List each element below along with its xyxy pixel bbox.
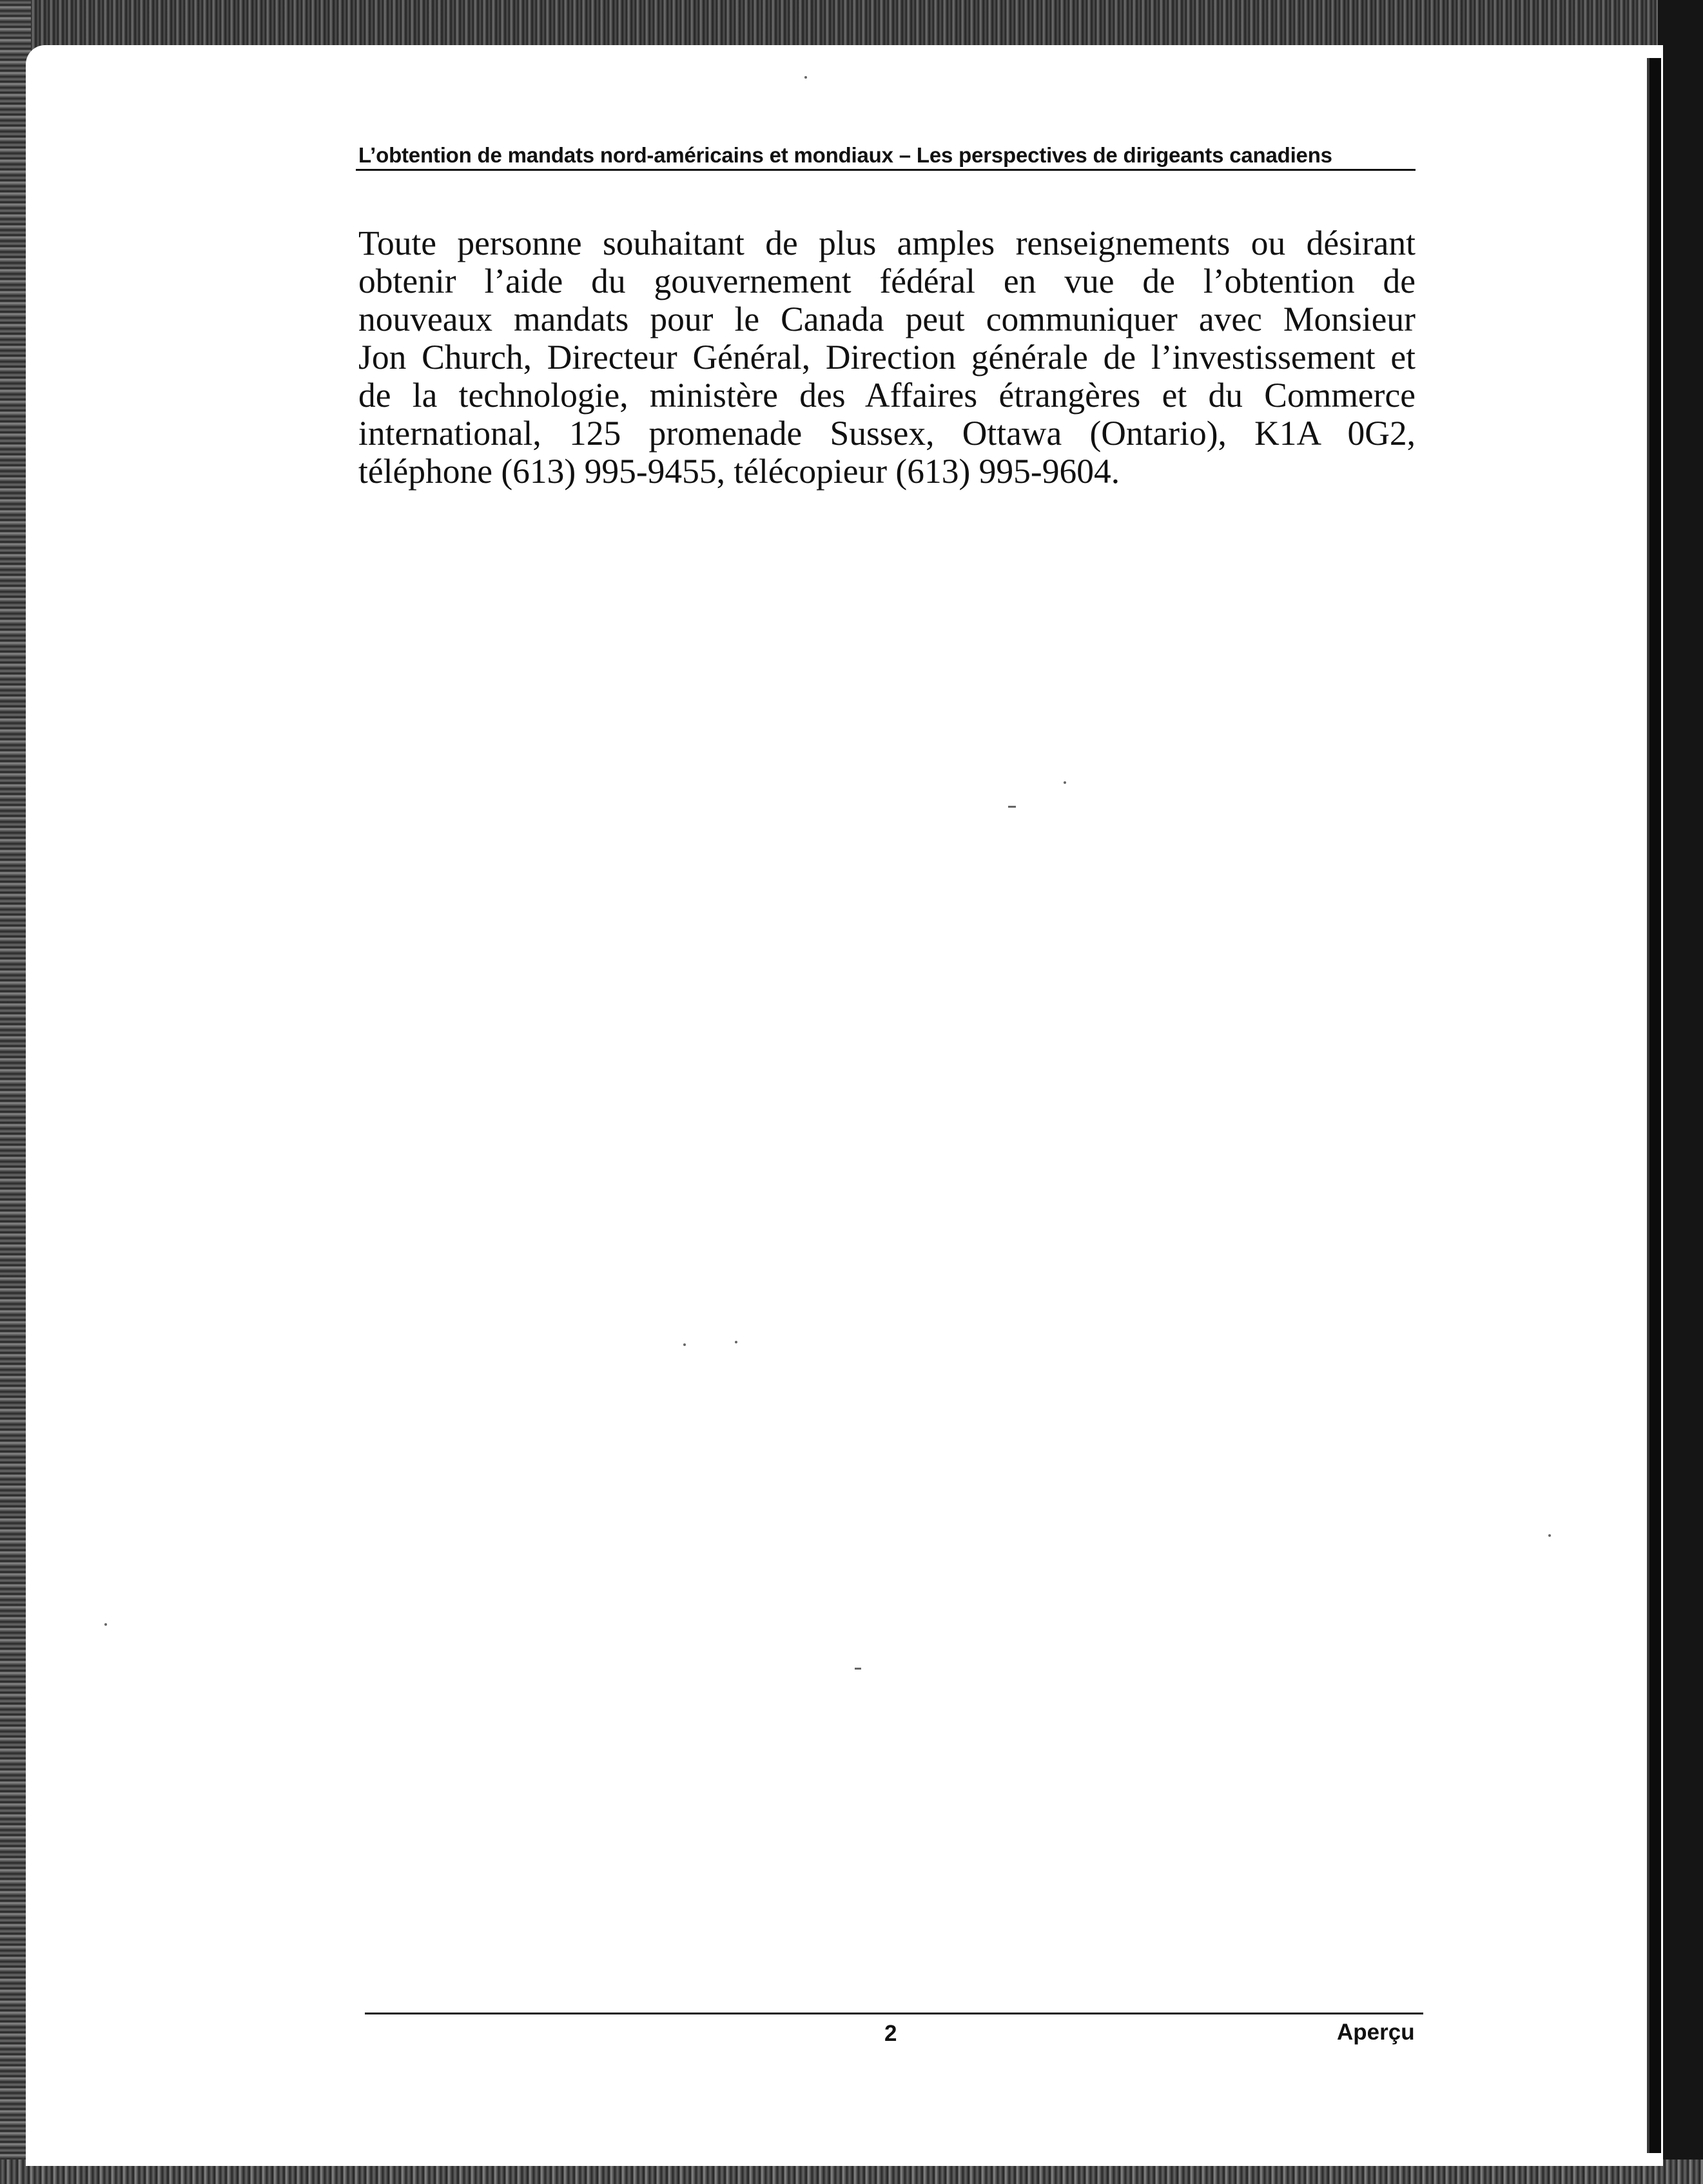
scan-speck [804, 76, 807, 79]
body-paragraph [358, 224, 1416, 491]
body-line: obtenir l’aide du gouvernement fédéral en vue de l’obtention de [358, 262, 1416, 300]
scan-border-right [1658, 0, 1703, 2184]
scan-speck [1064, 781, 1066, 784]
running-header-title: L’obtention de mandats nord-américains et mondiaux – Les perspectives de dirigeants canadiens [358, 143, 1332, 167]
body-line: Toute personne souhaitant de plus amples renseignements ou désirant [358, 224, 1416, 262]
header-rule [356, 169, 1416, 171]
scan-speck [1548, 1534, 1551, 1537]
scan-speck [683, 1343, 686, 1346]
body-line: nouveaux mandats pour le Canada peut communiquer avec Monsieur [358, 300, 1416, 338]
body-line: de la technologie, ministère des Affaires étrangères et du Commerce [358, 376, 1416, 414]
scan-speck [735, 1341, 737, 1343]
scan-border-top [0, 0, 1703, 52]
page-edge-shadow [1647, 58, 1661, 2153]
page-number: 2 [884, 2021, 897, 2046]
footer-section-label: Aperçu [1337, 2020, 1415, 2045]
body-line: Jon Church, Directeur Général, Direction générale de l’investissement et [358, 338, 1416, 376]
scan-speck [855, 1668, 861, 1670]
body-line: téléphone (613) 995-9455, télécopieur (613) 995-9604. [358, 452, 1120, 491]
footer-rule [365, 2013, 1423, 2014]
body-line: international, 125 promenade Sussex, Ottawa (Ontario), K1A 0G2, [358, 414, 1416, 453]
scan-speck [1008, 806, 1016, 808]
scan-speck [104, 1623, 107, 1626]
